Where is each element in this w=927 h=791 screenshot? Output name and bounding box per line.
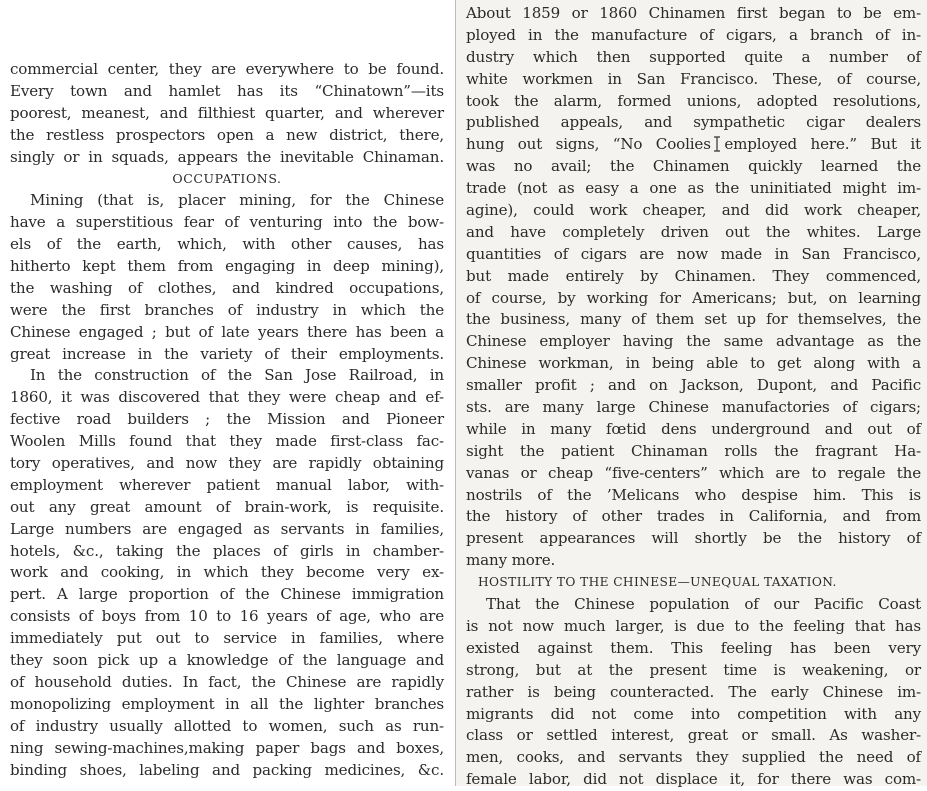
- text-line: of industry usually allotted to women, such as run-: [10, 716, 444, 735]
- text-line: Large numbers are engaged as servants in families,: [10, 519, 444, 538]
- text-line: fective road builders ; the Mission and Pioneer: [10, 410, 444, 429]
- right-column: [455, 0, 927, 789]
- text-line: ployed in the manufacture of cigars, a branch of in-: [466, 25, 921, 44]
- text-line: of course, by working for Americans; but, on learning: [466, 288, 921, 307]
- text-line: but made entirely by Chinamen. They commenced,: [466, 266, 921, 285]
- section-heading: OCCUPATIONS.: [172, 171, 282, 187]
- text-line: the business, many of them set up for themselves, the: [466, 310, 921, 329]
- text-line: quantities of cigars are now made in San Francisco,: [466, 244, 921, 263]
- text-line: hitherto kept them from engaging in deep mining),: [10, 257, 444, 276]
- text-line: That the Chinese population of our Pacific Coast: [486, 595, 921, 614]
- text-line: the history of other trades in California, and from: [466, 507, 921, 526]
- text-line: 1860, it was discovered that they were cheap and ef-: [10, 388, 444, 407]
- text-line: was no avail; the Chinamen quickly learned the: [466, 157, 921, 176]
- text-line: agine), could work cheaper, and did work cheaper,: [466, 201, 921, 220]
- text-line: binding shoes, labeling and packing medicines, &c.: [10, 760, 444, 779]
- text-line: is not now much larger, is due to the feeling that has: [466, 616, 921, 635]
- text-line: work and cooking, in which they become very ex-: [10, 563, 444, 582]
- text-line: Mining (that is, placer mining, for the Chinese: [30, 191, 444, 210]
- text-line: nostrils of the ’Melicans who despise him. This is: [466, 485, 921, 504]
- text-line: great increase in the variety of their employments.: [10, 344, 444, 363]
- text-line: consists of boys from 10 to 16 years of age, who are: [10, 607, 444, 626]
- right-column-text: [456, 3, 927, 791]
- text-line: In the construction of the San Jose Railroad, in: [30, 366, 444, 385]
- text-line: present appearances will shortly be the history of: [466, 529, 921, 548]
- text-line: rather is being counteracted. The early Chinese im-: [466, 682, 921, 701]
- text-line: vanas or cheap “five-centers” which are to regale the: [466, 463, 921, 482]
- text-line: have a superstitious fear of venturing into the bow-: [10, 213, 444, 232]
- text-cursor-icon: [713, 136, 721, 152]
- text-line: white workmen in San Francisco. These, of course,: [466, 69, 921, 88]
- text-line: sts. are many large Chinese manufactories of cigars;: [466, 398, 921, 417]
- text-line: sight the patient Chinaman rolls the fragrant Ha-: [466, 441, 921, 460]
- text-line: existed against them. This feeling has been very: [466, 638, 921, 657]
- text-line: strong, but at the present time is weakening, or: [466, 660, 921, 679]
- text-line: published appeals, and sympathetic cigar dealers: [466, 113, 921, 132]
- text-line: hotels, &c., taking the places of girls in chamber-: [10, 541, 444, 560]
- text-line: immediately put out to service in families, where: [10, 629, 444, 648]
- text-line: dustry which then supported quite a number of: [466, 47, 921, 66]
- text-line: class or settled interest, great or small. As washer-: [466, 726, 921, 745]
- left-column: [0, 0, 450, 779]
- text-line: and have completely driven out the whites. Large: [466, 222, 921, 241]
- text-line: monopolizing employment in all the lighter branches: [10, 694, 444, 713]
- text-line: took the alarm, formed unions, adopted resolutions,: [466, 91, 921, 110]
- text-line: singly or in squads, appears the inevitable Chinaman.: [10, 147, 444, 166]
- text-line: the washing of clothes, and kindred occupations,: [10, 278, 444, 297]
- text-line: Woolen Mills found that they made first-class fac-: [10, 432, 444, 451]
- text-line: out any great amount of brain-work, is requisite.: [10, 497, 444, 516]
- text-line: men, cooks, and servants they supplied the need of: [466, 748, 921, 767]
- text-line: Chinese employer having the same advantage as the: [466, 332, 921, 351]
- text-line: of household duties. In fact, the Chinese are rapidly: [10, 672, 444, 691]
- text-line: Chinese engaged ; but of late years there has been a: [10, 322, 444, 341]
- text-line: migrants did not come into competition with any: [466, 704, 921, 723]
- text-line: Every town and hamlet has its “Chinatown”—its: [10, 81, 444, 100]
- text-line: trade (not as easy a one as the uninitiated might im-: [466, 179, 921, 198]
- text-line: the restless prospectors open a new district, there,: [10, 125, 444, 144]
- text-line: while in many fœtid dens underground and out of: [466, 419, 921, 438]
- text-line: pert. A large proportion of the Chinese immigration: [10, 585, 444, 604]
- text-line: were the first branches of industry in which the: [10, 300, 444, 319]
- left-column-text: [0, 59, 450, 781]
- text-line: many more.: [466, 551, 556, 570]
- text-line: els of the earth, which, with other causes, has: [10, 235, 444, 254]
- text-line: Chinese workman, in being able to get along with a: [466, 354, 921, 373]
- text-line: smaller profit ; and on Jackson, Dupont, and Pacific: [466, 376, 921, 395]
- text-line: About 1859 or 1860 Chinamen first began to be em-: [466, 4, 921, 22]
- text-line: female labor, did not displace it, for there was com-: [466, 770, 921, 789]
- text-line: tory operatives, and now they are rapidly obtaining: [10, 454, 444, 473]
- text-line: employment wherever patient manual labor, with-: [10, 475, 444, 494]
- text-line: ning sewing-machines,making paper bags and boxes,: [10, 738, 444, 757]
- text-line: commercial center, they are everywhere to be found.: [10, 60, 444, 78]
- text-line: hung out signs, “No Coolies employed here.” But it: [466, 135, 921, 154]
- text-line: poorest, meanest, and filthiest quarter, and wherever: [10, 103, 444, 122]
- section-heading: HOSTILITY TO THE CHINESE—UNEQUAL TAXATION.: [478, 575, 837, 590]
- text-line: they soon pick up a knowledge of the language and: [10, 651, 444, 670]
